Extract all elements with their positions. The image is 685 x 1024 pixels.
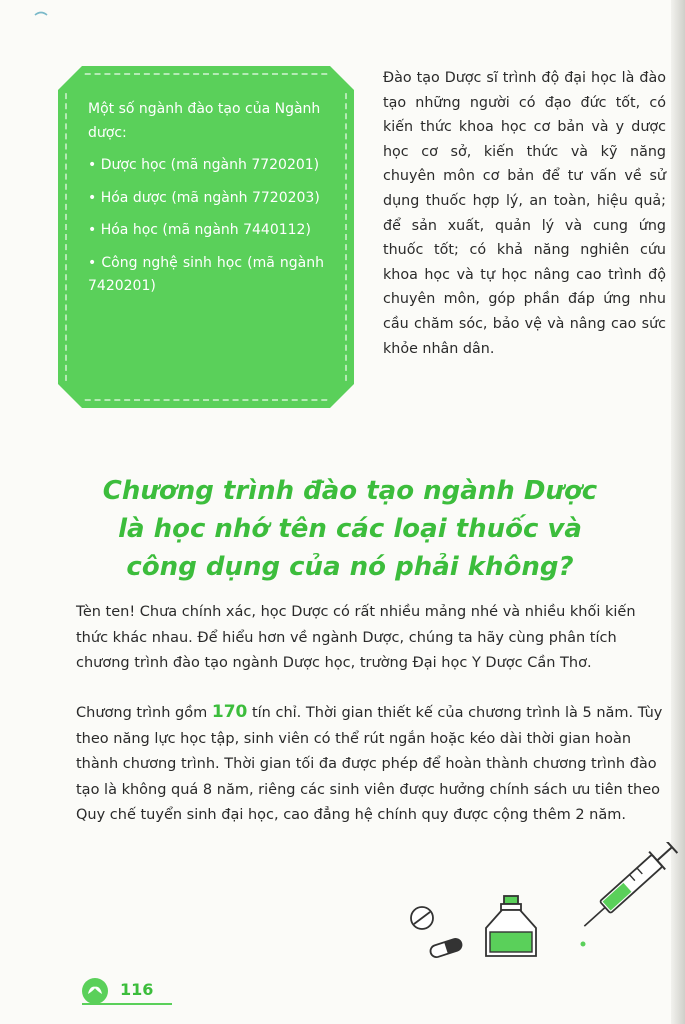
pharmacist-training-paragraph: Đào tạo Dược sĩ trình độ đại học là đào tạo những người có đạo đức tốt, có kiến thức khoa học cơ bản và y dược học cơ sở, kiến thức và kỹ năng chuyên môn cơ bản để tư vấn về sử dụng thuốc hợp lý, an toàn, hiệu quả; để sản xuất, quản lý và cung ứng thuốc tốt; có khả năng nghiên cứu khoa học và tự học nâng cao trình độ chuyên môn, góp phần đáp ứng nhu cầu chăm sóc, bảo vệ và nâng cao sức khỏe nhân dân. [383, 70, 666, 357]
heading-line: Chương trình đào tạo ngành Dược [102, 476, 598, 506]
program-text-after: tín chỉ. Thời gian thiết kế của chương trình là 5 năm. Tùy theo năng lực học tập, sinh viên có thể rút ngắn hoặc kéo dài thời gian hoàn thành chương trình. Thời gian tối đa được phép để hoàn thành chương trình đào tạo là không quá 8 năm, riêng các sinh viên được hưởng chính sách ưu tiên theo Quy chế tuyển sinh đại học, cao đẳng hệ chính quy được cộng thêm 2 năm. [76, 705, 663, 824]
majors-box [58, 66, 354, 408]
medicine-illustration [400, 842, 680, 972]
footer-divider [82, 1003, 172, 1005]
heading-line: công dụng của nó phải không? [126, 552, 574, 582]
intro-paragraph: Tèn ten! Chưa chính xác, học Dược có rất nhiều mảng nhé và nhiều khối kiến thức khác nhau. Để hiểu hơn về ngành Dược, chúng ta hãy cùng phân tích chương trình đào tạo ngành Dược học, trường Đại học Y Dược Cần Thơ. [76, 604, 636, 672]
page-number: 116 [120, 980, 154, 999]
heading-line: là học nhớ tên các loại thuốc và [118, 514, 582, 544]
majors-box-content [88, 98, 324, 308]
medicine-bottle-icon [486, 896, 536, 956]
drop-icon [581, 942, 586, 947]
section-heading [80, 472, 620, 586]
capsule-icon [429, 937, 463, 958]
major-item: • Công nghệ sinh học (mã ngành 7420201) [88, 252, 324, 299]
program-paragraph [76, 700, 672, 829]
credits-number: 170 [211, 702, 248, 722]
major-item: • Hóa học (mã ngành 7440112) [88, 219, 324, 243]
pill-icon [411, 907, 433, 929]
syringe-icon [576, 842, 680, 935]
leaf-icon [80, 976, 110, 1006]
major-item: • Hóa dược (mã ngành 7720203) [88, 187, 324, 211]
majors-intro: Một số ngành đào tạo của Ngành dược: [88, 101, 321, 141]
program-text-before: Chương trình gồm [76, 705, 212, 721]
majors-list [88, 154, 324, 299]
major-item: • Dược học (mã ngành 7720201) [88, 154, 324, 178]
corner-mark-icon [34, 10, 48, 16]
